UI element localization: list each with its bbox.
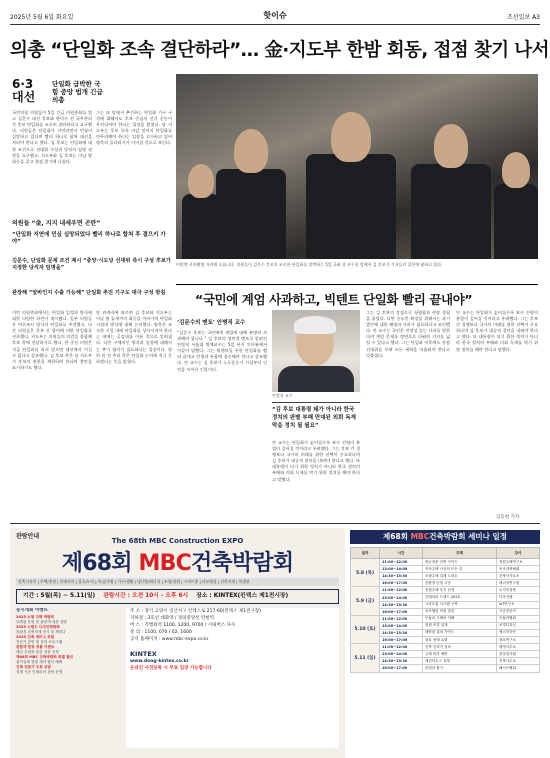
seminar-time: 11:00~12:00 [380, 587, 423, 594]
seminar-speaker: 전원주택연구소 [497, 559, 540, 566]
seminar-time: 11:00~12:00 [380, 615, 423, 622]
body-column-1: 국민의힘 의원들이 5일 긴급 의원총회를 열고 김문수 대선 후보와 한덕수 전 국무총리 간 후보 단일화를 조속히 결단하라고 요구했다. 의원들은 단일화가 지연되면서 민심이 실망하고 있다며 빨리 하나로 합쳐 대선을 치러야 한다고 했다. 김 후보는 단일화에 대한 조건으로 선대위 구성과 당직자 임명 권한을 요구했고, 지도부와 김 후보는 이날 밤 회동을 갖고 접점 찾기에 나섰다. [12, 110, 92, 164]
interview-column-4: 안 교수는 단일화가 늦어질수록 보수 진영의 분열이 깊어질 것이라고 우려했다. 그는 후보 간 경쟁보다 국가의 미래를 위한 선택이 중요하다며 김 후보가 대승적 결단을 내려야 한다고 했다. 또 대통령이 되기 위한 정치가 아니라 한국 정치의 부패와 의회 독재를 막기 위한 정치를 해야 한다고 말했다. [456, 310, 538, 352]
interviewee-photo [272, 310, 360, 392]
table-row [351, 594, 540, 601]
seminar-time: 16:00~17:00 [380, 665, 423, 672]
expo-hours: 관람시간 : 오전 10시 - 오후 6시 [103, 593, 189, 599]
issue-date: 2025년 5월 6일 화요일 [10, 14, 74, 21]
venue-line: 공식 홈페이지 : www.mbc-expo.co.kr [130, 637, 209, 642]
table-row [351, 608, 540, 615]
kicker [12, 78, 42, 104]
venue-line: 주 소 : 경기 고양시 일산서구 킨텍스로 217-60(킨텍스 제1전시장) [130, 609, 261, 614]
interview-headline: “국민에 계엄 사과하고, 빅텐트 단일화 빨리 끝내야” [195, 292, 473, 307]
body-column-1b: 그는 또 당에서 추진하는 단일화 기구 구성에 대해서도 후보 중심의 선거 운동이 우선되어야 한다는 입장을 밝혔다. 당 지도부는 후보 등록 마감 전까지 단일화를 마무리해야 한다는 입장을 고수하고 있어 양측의 줄다리기가 이어질 것으로 보인다. [96, 110, 172, 146]
interview-label: ‘김문수의 멘토’ 안병직 교수 [177, 320, 246, 326]
interview-column-1: “김문수 후보는 국민에게 계엄에 대해 분명히 사과해야 합니다.” 김 후보의 정치적 멘토로 알려진 안병직 서울대 명예교수는 5일 본지 인터뷰에서 이같이 말했다. 그는 빅텐트를 통한 단일화를 빨리 끝내고 민생과 통합에 집중해야 한다고 강조했다. 안 교수는 김 후보가 노동운동가 시절부터 인연을 이어온 인물이다. [177, 330, 267, 372]
mbc-logo: MBC [138, 551, 191, 576]
table-row [351, 615, 540, 622]
seminar-day: 5.9 (금) [351, 587, 380, 615]
seminar-time: 16:00~17:00 [380, 608, 423, 615]
seminar-topic: 건축 인허가 절차 [423, 644, 497, 651]
expo-info-bar [16, 589, 339, 604]
subsection-conditions: 김문수, 단일화 문제 조건 제시 “중앙·시도당 선대위 즉시 구성 후보가 지정한 당직자 임명을” [12, 258, 171, 271]
ad-tag: 관람안내 [16, 533, 40, 540]
seminar-speaker: 시공전문가 [497, 608, 540, 615]
seminar-table [350, 547, 540, 673]
list-item: 건축 전문가 무료 상담 설계 시공 인테리어 상담 운영 [16, 665, 63, 674]
expo-url[interactable]: www.dong-kintex.co.kr [130, 659, 189, 664]
table-row [351, 637, 540, 644]
expo-ad [10, 528, 345, 758]
expo-title-pre: 제68회 [61, 551, 132, 576]
seminar-time: 16:00~17:00 [380, 637, 423, 644]
venue-line: 지하철 : 3호선 대화역 / 경의중앙선 탄현역 [130, 616, 215, 621]
seminar-time: 11:00~12:00 [380, 644, 423, 651]
body-column-2: 이번 의원총회에서는 단일화 일정과 방식에 대한 다양한 의견이 제시됐다. 일부 의원들은 여론조사 방식의 단일화를 주장했고, 다른 의원들은 후보 간 합의에 의한 단일화를 선호했다. 지도부는 의원들의 의견을 종합해 후보 측에 전달하기로 했다. 한 중진 의원은 지금 단일화를 하지 않으면 대선에서 이길 수 없다고 강조했다. 김 후보 측은 당 지도부가 후보의 권한을 제한하려 한다며 불만을 표시하기도 했다. [12, 310, 92, 370]
interview-column-3: 그는 김 후보의 강점으로 청렴함과 현장 경험을 꼽았다. 다만 중도층 확장을 위해서는 과거 발언에 대한 해명과 사과가 필요하다고 조언했다. 안 교수는 국민은 진정성 있는 사과를 원한다며 계엄 문제를 정면으로 다뤄야 지지를 넓힐 수 있다고 했다. 그는 단일화 이후에도 통합 선대위를 꾸려 모든 세력을 아울러야 한다고 덧붙였다. [366, 310, 450, 358]
seminar-day: 5.8 (목) [351, 559, 380, 587]
seminar-topic: 귀농귀촌 건축 가이드 [423, 559, 497, 566]
events-list [16, 608, 122, 748]
seminar-day: 5.11 (일) [351, 644, 380, 672]
table-row [351, 629, 540, 636]
expo-title-post: 건축박람회 [190, 551, 294, 576]
seminar-topic: 주택 하자 예방 [423, 651, 497, 658]
interviewee-caption: 안병직 교수 [272, 393, 293, 398]
expo-title [10, 546, 345, 577]
list-item: 2025 건축 세미나 포럼 전문가 강연 및 상담 프로그램 [16, 635, 63, 644]
interview-column-2: 안 교수는 단일화가 늦어질수록 보수 진영의 분열이 깊어질 것이라고 우려했다. 그는 후보 간 경쟁보다 국가의 미래를 위한 선택이 중요하다며 김 후보가 대승적 결단을 내려야 한다고 했다. 또 대통령이 되기 위한 정치가 아니라 한국 정치의 부패와 의회 독재를 막기 위한 정치를 해야 한다고 말했다. [272, 440, 360, 482]
table-row [351, 566, 540, 573]
pull-quote: “김 후보 대통령 돼가 아니라 한국 정치의 판별 부패 만대된 외회 독재 막을 정치 될 필요” [272, 402, 360, 430]
section-name: 핫이슈 [263, 11, 287, 20]
page-header [10, 8, 540, 25]
table-row [351, 622, 540, 629]
seminar-time: 14:30~15:30 [380, 573, 423, 580]
registration-note: 온라인 사전등록 시 무료 입장 가능합니다 [130, 666, 212, 671]
seminar-schedule [350, 528, 540, 758]
subsection-heading: 의원들 “金, 지지 내세우면 곤란” [12, 220, 101, 227]
seminar-speaker: 에너지연구원 [497, 580, 540, 587]
divider [176, 284, 538, 285]
table-row [351, 644, 540, 651]
kicker-label: 6·3 대선 [12, 77, 36, 104]
seminar-speaker: 패시브협회 [497, 665, 540, 672]
table-row [351, 573, 540, 580]
photo-caption: 이번엔 사진촬영 자리에 오릅니다. 의원들이 김문수 후보의 조속한 단일화를 압박하는 5일 국회 당 사무실 앞에서 김 후보가 기자들의 질문에 답하고 있다. [176, 262, 443, 267]
venue-line: 버 스 : 직행좌석 1100, 1200, 9700 / 시내버스 다수 [130, 623, 236, 628]
kintex-logo: KINTEX [130, 650, 157, 658]
seminar-topic: 전원주택 부지 선정 [423, 587, 497, 594]
table-row [351, 587, 540, 594]
seminar-topic: 스마트홈 시스템 구축 [423, 601, 497, 608]
seminar-speaker: 품질검사원 [497, 651, 540, 658]
seminar-speaker: 디자인랩 [497, 594, 540, 601]
table-row [351, 559, 540, 566]
list-item: 관람객 현장 경품 이벤트 매일 추첨을 통한 경품 증정 [16, 645, 59, 654]
expo-venue: 장소 : KINTEX(킨텍스 제1전시장) [196, 593, 289, 599]
seminar-title: 제68회 MBC건축박람회 세미나 일정 [350, 530, 540, 544]
table-header: 일자 시간 주제 강사 [351, 548, 540, 559]
ad-divider [10, 523, 540, 524]
seminar-speaker: 조경디자인 [497, 622, 540, 629]
seminar-topic: 창호 선택 요령 [423, 637, 497, 644]
main-headline: 의총 “단일화 조속 결단하라”… 金·지도부 한밤 회동, 접점 찾기 나서 [10, 40, 549, 61]
seminar-topic: 태양광 설치 가이드 [423, 629, 497, 636]
seminar-speaker: 목조건축협회 [497, 566, 540, 573]
list-item: 2025 스탠드 디자인박람회 친환경 건축자재 전시 및 세미나 [16, 625, 66, 634]
seminar-speaker: 토지컨설팅 [497, 587, 540, 594]
seminar-speaker: 에너지공단 [497, 629, 540, 636]
seminar-topic: 소형주택 설계 노하우 [423, 573, 497, 580]
events-title: 동시개최 이벤트 [16, 608, 48, 613]
news-photo [176, 74, 538, 259]
expo-categories: 건축디자인 | 주택/전원 | 인테리어 | 창호/도어 | 욕실/주방 | 가구/생활 | 냉난방/에너지 | 조경/정원 | 스마트홈 | 리모델링 | 건축자재 | 특별관 [16, 578, 339, 586]
seminar-speaker: 건축사무소 [497, 658, 540, 665]
seminar-time: 13:00~14:00 [380, 622, 423, 629]
table-row [351, 601, 540, 608]
seminar-speaker: IoT연구소 [497, 601, 540, 608]
seminar-time: 11:00~12:00 [380, 559, 423, 566]
seminar-topic: 단열과 환기 [423, 665, 497, 672]
venue-line: 문 의 : 1100, 070 / 02, 1600 [130, 630, 192, 635]
subsection-committee: 관장해 “알바인지 수출 가능해” 단일화 추진 기구도 대극 구성 방침 [12, 290, 166, 296]
seminar-topic: 리모델링 비용 절감 [423, 608, 497, 615]
seminar-topic: 정원 조경 설계 [423, 622, 497, 629]
seminar-speaker: 창호연구소 [497, 637, 540, 644]
seminar-speaker: 행정사무소 [497, 644, 540, 651]
seminar-time: 16:00~17:00 [380, 580, 423, 587]
seminar-speaker: 모듈러협회 [497, 615, 540, 622]
seminar-time: 13:00~14:00 [380, 594, 423, 601]
subhead: 단일화 급박한 국힘 중앙 법개 긴급의총 [52, 80, 103, 104]
seminar-time: 14:30~15:30 [380, 601, 423, 608]
table-row [351, 651, 540, 658]
seminar-time: 14:30~15:30 [380, 658, 423, 665]
table-row [351, 665, 540, 672]
page-number: 조선일보 A3 [506, 14, 540, 21]
table-row [351, 658, 540, 665]
seminar-topic: 목조주택 시공의 모든 것 [423, 566, 497, 573]
seminar-topic: 세컨하우스 설계 [423, 658, 497, 665]
seminar-time: 13:00~14:00 [380, 651, 423, 658]
seminar-topic: 인테리어 트렌드 2025 [423, 594, 497, 601]
byline: 김동현 기자 [496, 515, 520, 520]
seminar-topic: 모듈러 주택의 이해 [423, 615, 497, 622]
expo-period: 기간 : 5월(목) ~ 5.11(일) [23, 593, 96, 599]
venue-info [126, 608, 339, 748]
table-row [351, 580, 540, 587]
seminar-day: 5.10 (토) [351, 615, 380, 643]
seminar-speaker: 건축사사무소 [497, 573, 540, 580]
advertisement [0, 528, 550, 758]
list-item: 2025 소형 주택 박람회 특별관 운영 및 관람객 대상 상담 [16, 615, 67, 624]
list-item: 제68회 MBC 건축박람회 특별 할인 참가업체 현장 계약 할인 혜택 [16, 655, 74, 664]
subsection-quote: “단일화 지연에 민심 실망되었다 빨리 하나로 합쳐 후 결으키 가야” [12, 232, 166, 245]
body-column-3: 당 관계자에 따르면 김 후보와 지도부는 이날 밤 늦게까지 회동을 이어가며 단일화 시점과 방식에 대해 논의했다. 양측은 조속한 시일 내에 단일화를 성사시켜야 한다는 데에는 공감대를 이룬 것으로 알려졌다. 다만 구체적인 방식과 일정에 대해서는 추가 협의가 필요하다는 입장이다. 한편 한 전 총리 측은 단일화 논의에 적극 응하겠다는 뜻을 밝혔다. [96, 310, 172, 364]
seminar-time: 14:30~15:30 [380, 629, 423, 636]
expo-title-en: The 68th MBC Construction EXPO [111, 537, 244, 545]
seminar-topic: 친환경 단열 시공 [423, 580, 497, 587]
seminar-time: 13:00~14:00 [380, 566, 423, 573]
